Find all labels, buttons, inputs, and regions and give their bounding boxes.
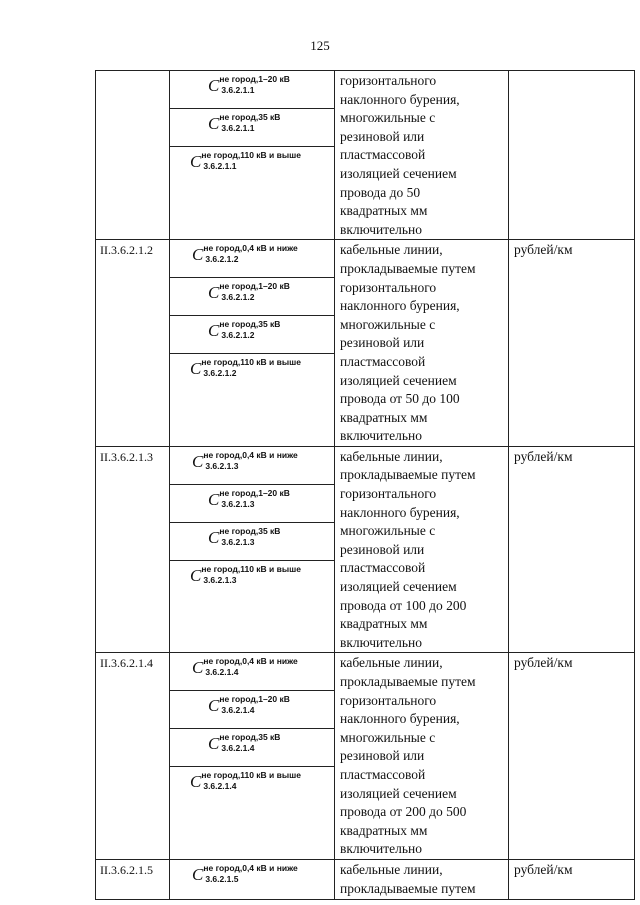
item-code: II.3.6.2.1.3 (96, 446, 170, 653)
description-line: резиновой или (340, 335, 425, 351)
item-code: II.3.6.2.1.2 (96, 240, 170, 447)
description-line: квадратных мм (340, 203, 428, 219)
description-line: прокладываемые путем (340, 674, 476, 689)
formula-superscript: не город,1–20 кВ (219, 694, 290, 705)
description-line: горизонтального (340, 73, 437, 88)
formula-cell (170, 240, 335, 447)
formula-symbol: C (208, 527, 220, 547)
item-code: II.3.6.2.1.5 (96, 859, 170, 899)
formula-entry (170, 71, 334, 109)
description-line: пластмассовой (340, 353, 426, 369)
formula-entry (170, 729, 334, 767)
description-line: провода до 50 (340, 184, 421, 200)
description-line: прокладываемые путем (340, 467, 476, 483)
formula-entry (170, 653, 334, 691)
formula-superscript: не город,35 кВ (219, 525, 281, 536)
formula-superscript: не город,0,4 кВ и ниже (203, 862, 298, 873)
formula-entry (170, 860, 334, 898)
formula-entry (170, 691, 334, 729)
description-line: провода от 100 до 200 (340, 597, 467, 613)
description-line: включительно (340, 841, 423, 857)
formula-symbol: C (208, 489, 220, 509)
formula-entry (170, 240, 334, 278)
formula-superscript: не город,1–20 кВ (219, 281, 290, 292)
formula-symbol: C (190, 565, 202, 585)
tariff-table (95, 70, 635, 900)
formula-superscript: не город,110 кВ и выше (201, 770, 301, 781)
description-line: наклонного бурения, (340, 711, 460, 727)
table-row (96, 240, 635, 447)
formula-subscript: 3.6.2.1.3 (221, 498, 255, 509)
description-line: резиновой или (340, 748, 425, 764)
description-line: кабельные линии, (340, 861, 443, 877)
description-line: многожильные с (340, 729, 436, 745)
formula-subscript: 3.6.2.1.3 (221, 536, 255, 547)
formula-symbol: C (208, 114, 220, 133)
formula-symbol: C (190, 359, 202, 379)
formula-superscript: не город,1–20 кВ (219, 74, 290, 84)
description-line: резиновой или (340, 541, 425, 557)
formula-symbol: C (190, 152, 202, 171)
description-line: квадратных мм (340, 616, 428, 632)
item-code: II.3.6.2.1.4 (96, 653, 170, 860)
formula-subscript: 3.6.2.1.3 (203, 574, 237, 585)
description-line: включительно (340, 634, 423, 650)
description-line: пластмассовой (340, 147, 426, 163)
formula-symbol: C (192, 658, 204, 678)
formula-symbol: C (192, 451, 204, 471)
description-line: квадратных мм (340, 409, 428, 425)
description-cell (335, 446, 509, 653)
unit-cell: рублей/км (509, 446, 635, 653)
formula-superscript: не город,35 кВ (219, 112, 281, 122)
description-line: многожильные с (340, 523, 436, 539)
unit-cell: рублей/км (509, 240, 635, 447)
formula-subscript: 3.6.2.1.1 (203, 161, 237, 171)
page-number: 125 (310, 38, 330, 53)
description-line: наклонного бурения, (340, 91, 460, 107)
formula-superscript: не город,0,4 кВ и ниже (203, 449, 298, 460)
description-line: изоляцией сечением (340, 579, 457, 595)
formula-cell (170, 653, 335, 860)
description-line: пластмассовой (340, 560, 426, 576)
formula-subscript: 3.6.2.1.3 (205, 460, 239, 471)
description-line: провода от 50 до 100 (340, 391, 460, 407)
formula-symbol: C (192, 245, 204, 265)
description-line: многожильные с (340, 316, 436, 332)
formula-entry (170, 354, 334, 392)
table-row (96, 71, 635, 240)
description-line: квадратных мм (340, 822, 428, 838)
description-line: провода от 200 до 500 (340, 804, 467, 820)
formula-superscript: не город,110 кВ и выше (201, 563, 301, 574)
table-row (96, 859, 635, 899)
description-line: изоляцией сечением (340, 165, 457, 181)
description-line: кабельные линии, (340, 655, 443, 671)
table-row (96, 653, 635, 860)
description-cell (335, 240, 509, 447)
formula-symbol: C (192, 864, 204, 884)
description-line: горизонтального (340, 279, 437, 295)
formula-subscript: 3.6.2.1.1 (221, 85, 255, 95)
unit-cell (509, 71, 635, 240)
description-line: включительно (340, 221, 423, 237)
formula-superscript: не город,35 кВ (219, 732, 281, 743)
description-line: многожильные с (340, 110, 436, 126)
formula-subscript: 3.6.2.1.2 (203, 368, 237, 379)
formula-symbol: C (208, 734, 220, 754)
formula-entry (170, 109, 334, 147)
formula-superscript: не город,110 кВ и выше (201, 357, 301, 368)
formula-subscript: 3.6.2.1.4 (205, 667, 239, 678)
formula-subscript: 3.6.2.1.2 (221, 292, 255, 303)
description-line: горизонтального (340, 486, 437, 502)
formula-subscript: 3.6.2.1.1 (221, 123, 255, 133)
description-line: наклонного бурения, (340, 504, 460, 520)
formula-cell (170, 446, 335, 653)
formula-superscript: не город,35 кВ (219, 319, 281, 330)
formula-symbol: C (190, 772, 202, 792)
description-line: кабельные линии, (340, 242, 443, 258)
formula-subscript: 3.6.2.1.5 (205, 873, 239, 884)
formula-entry (170, 147, 334, 185)
description-line: наклонного бурения, (340, 298, 460, 314)
formula-entry (170, 561, 334, 599)
formula-subscript: 3.6.2.1.4 (221, 743, 255, 754)
formula-superscript: не город,0,4 кВ и ниже (203, 656, 298, 667)
formula-cell (170, 71, 335, 240)
formula-superscript: не город,0,4 кВ и ниже (203, 243, 298, 254)
description-line: изоляцией сечением (340, 785, 457, 801)
formula-subscript: 3.6.2.1.2 (221, 330, 255, 341)
formula-subscript: 3.6.2.1.4 (203, 781, 237, 792)
description-line: горизонтального (340, 692, 437, 708)
formula-entry (170, 767, 334, 805)
formula-entry (170, 523, 334, 561)
formula-entry (170, 485, 334, 523)
formula-entry (170, 278, 334, 316)
formula-entry (170, 316, 334, 354)
formula-subscript: 3.6.2.1.2 (205, 254, 239, 265)
tariff-table-body (96, 71, 635, 900)
unit-cell: рублей/км (509, 653, 635, 860)
description-line: пластмассовой (340, 766, 426, 782)
formula-subscript: 3.6.2.1.4 (221, 705, 255, 716)
formula-symbol: C (208, 321, 220, 341)
formula-symbol: C (208, 283, 220, 303)
description-line: включительно (340, 428, 423, 444)
description-line: прокладываемые путем (340, 260, 476, 276)
formula-symbol: C (208, 696, 220, 716)
description-line: изоляцией сечением (340, 372, 457, 388)
item-code (96, 71, 170, 240)
description-line: прокладываемые путем (340, 880, 476, 896)
description-cell (335, 71, 509, 240)
description-line: кабельные линии, (340, 448, 443, 464)
formula-entry (170, 447, 334, 485)
description-cell (335, 859, 509, 899)
description-line: резиновой или (340, 128, 425, 144)
description-cell (335, 653, 509, 860)
formula-superscript: не город,1–20 кВ (219, 487, 290, 498)
formula-symbol: C (208, 76, 220, 95)
formula-cell (170, 859, 335, 899)
unit-cell: рублей/км (509, 859, 635, 899)
formula-superscript: не город,110 кВ и выше (201, 150, 301, 160)
table-row (96, 446, 635, 653)
